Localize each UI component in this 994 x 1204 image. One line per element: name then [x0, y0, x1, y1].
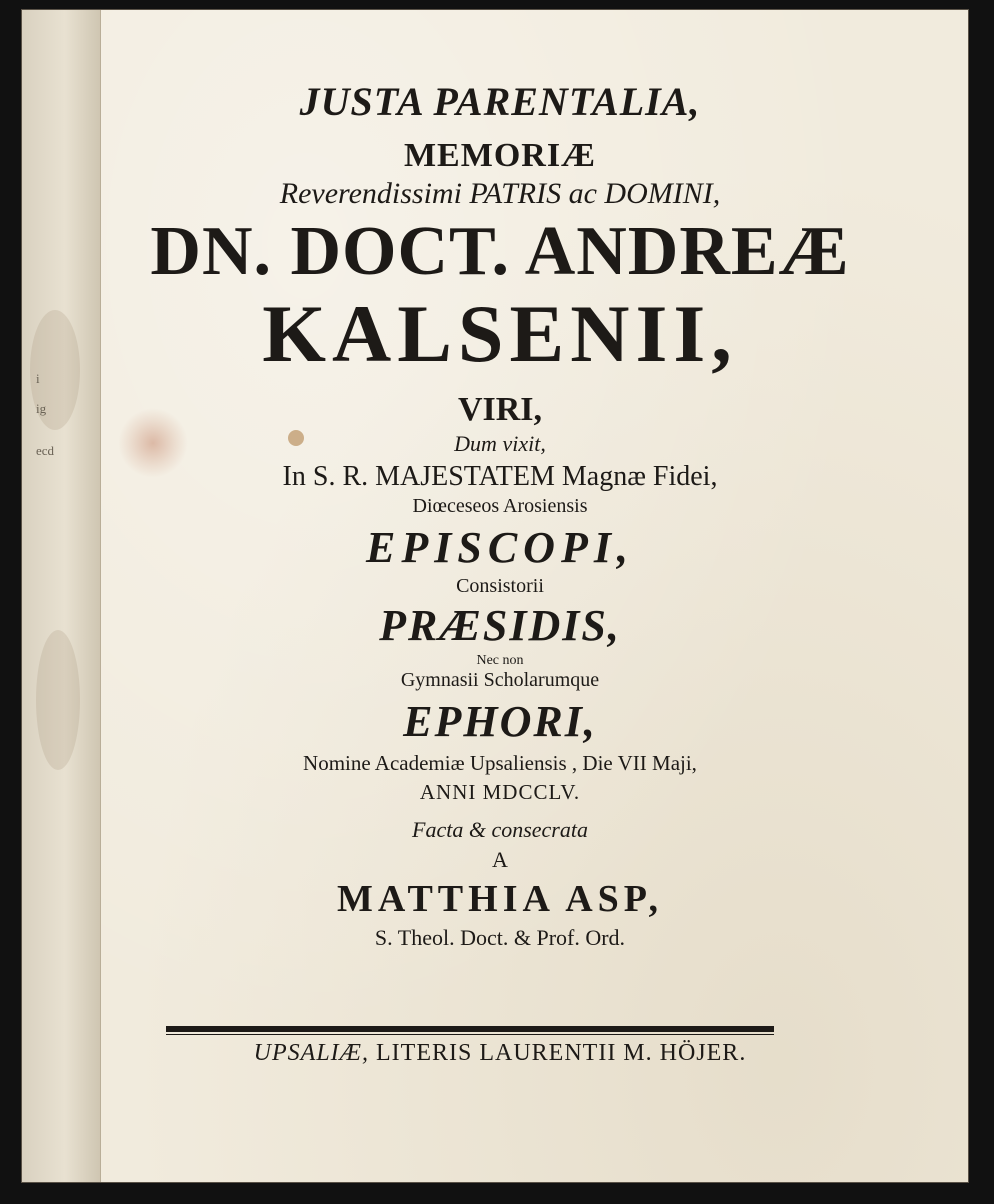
praesidis-line: PRÆSIDIS,: [379, 600, 621, 650]
dioeceseos-line: Diœceseos Arosiensis: [412, 494, 588, 517]
gymnasii-line: Gymnasii Scholarumque: [400, 668, 600, 691]
facta-line: Facta & consecrata: [412, 816, 588, 842]
nec-non-line: Nec non: [476, 652, 524, 668]
episcopi-line: EPISCOPI,: [366, 522, 634, 572]
a-line: A: [492, 846, 508, 872]
consistorii-line: Consistorii: [456, 574, 544, 597]
viri-line: VIRI,: [457, 390, 543, 428]
imprint-rule-thin: [166, 1034, 774, 1035]
imprint: [120, 1040, 880, 1067]
majestatem-line: In S. R. MAJESTATEM Magnæ Fidei,: [282, 460, 718, 492]
spine-stain: [36, 630, 80, 770]
reverendissimi-line: Reverendissimi PATRIS ac DOMINI,: [279, 177, 721, 210]
author-name: MATTHIA ASP,: [336, 877, 664, 920]
bleed-through-text: i: [36, 371, 40, 386]
imprint-printer: LITERIS LAURENTII M. HÖJER.: [376, 1040, 747, 1066]
anni-line: ANNI MDCCLV.: [419, 779, 581, 804]
imprint-city: UPSALIÆ,: [253, 1040, 370, 1066]
main-title: JUSTA PARENTALIA,: [299, 79, 701, 124]
bleed-through-text: ig: [36, 401, 47, 416]
dn-doct-line: DN. DOCT. ANDREÆ: [150, 213, 850, 290]
subject-name: KALSENII,: [262, 287, 738, 379]
bleed-through-text: ecd: [36, 443, 55, 458]
spine-edge: [22, 10, 101, 1182]
ephori-line: EPHORI,: [403, 696, 597, 746]
imprint-rule-thick: [166, 1026, 774, 1032]
nomine-line: Nomine Academiæ Upsaliensis , Die VII Maji,: [303, 750, 697, 775]
title-page-text: [120, 70, 880, 951]
dum-vixit-line: Dum vixit,: [454, 430, 546, 456]
memoriae-line: MEMORIÆ: [403, 137, 597, 174]
author-title: S. Theol. Doct. & Prof. Ord.: [374, 924, 626, 950]
